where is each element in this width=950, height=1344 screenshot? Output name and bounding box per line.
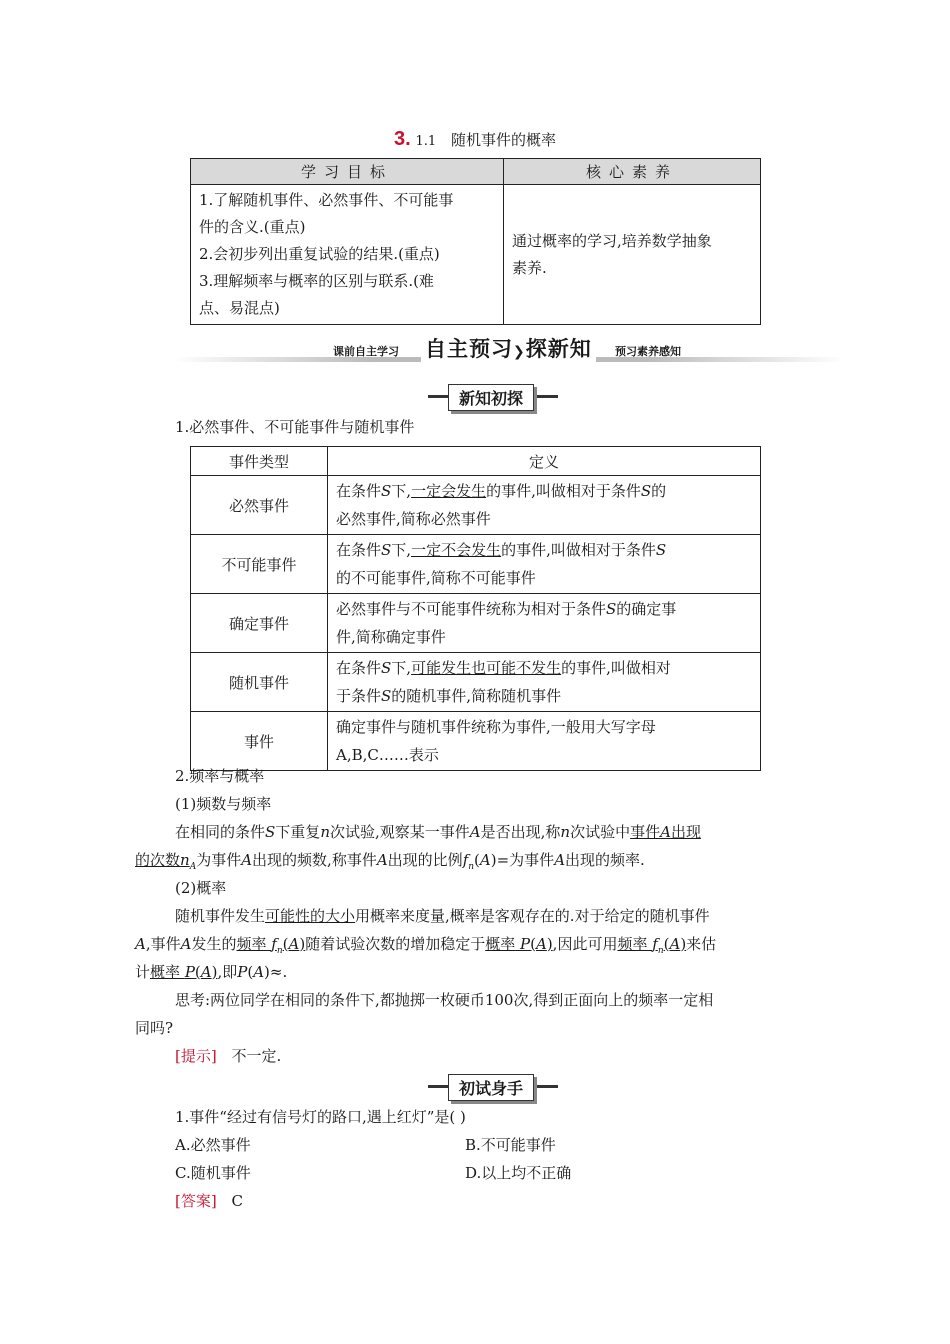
subsection-probability: (2)概率 xyxy=(175,879,227,897)
frequency-paragraph-line1: 在相同的条件S下重复n次试验,观察某一事件A是否出现,称n次试验中事件A出现 xyxy=(175,823,701,841)
goals-right-cell xyxy=(504,185,761,325)
answer-value: C xyxy=(231,1192,243,1210)
option-b: B.不可能事件 xyxy=(465,1136,556,1154)
banner-right-text: 预习素养感知 xyxy=(615,345,681,358)
title-text: 随机事件的概率 xyxy=(450,131,556,149)
probability-paragraph-line3: 计概率 P(A),即P(A)≈. xyxy=(135,963,288,981)
event-name: 不可能事件 xyxy=(191,535,328,594)
badge-label: 初试身手 xyxy=(448,1074,534,1101)
badge-first-try xyxy=(428,1075,558,1097)
events-header-type: 事件类型 xyxy=(191,447,328,476)
think-question-line1: 思考:两位同学在相同的条件下,都抛掷一枚硬币100次,得到正面向上的频率一定相 xyxy=(175,991,714,1009)
goal-line: 3.理解频率与概率的区别与联系.(难 xyxy=(199,272,434,290)
literacy-line: 通过概率的学习,培养数学抽象 xyxy=(512,231,712,250)
option-d: D.以上均不正确 xyxy=(465,1164,572,1182)
chevron-right-icon: ❯ xyxy=(513,344,526,360)
answer-tag: [答案] xyxy=(175,1192,217,1210)
event-def: 确定事件与随机事件统称为事件,一般用大写字母 A,B,C……表示 xyxy=(328,712,761,771)
probability-paragraph-line2: A,事件A发生的频率 $f_n(A)$随着试验次数的增加稳定于概率 P(A),因此可用频率 $f_n(A)$来估 xyxy=(135,935,717,956)
probability-paragraph-line1: 随机事件发生可能性的大小用概率来度量,概率是客观存在的.对于给定的随机事件 xyxy=(175,907,710,925)
banner-left-text: 课前自主学习 xyxy=(333,345,399,358)
events-header-def: 定义 xyxy=(328,447,761,476)
hint-text: 不一定. xyxy=(231,1047,282,1065)
learning-goals-table xyxy=(190,158,761,325)
banner-main-b: 探新知 xyxy=(525,337,592,361)
goals-header-left: 学习目标 xyxy=(191,159,504,185)
badge-label: 新知初探 xyxy=(448,384,534,411)
think-question-line2: 同吗? xyxy=(135,1019,174,1037)
event-def: 在条件S下,一定会发生的事件,叫做相对于条件S的 必然事件,简称必然事件 xyxy=(328,476,761,535)
goal-line: 件的含义.(重点) xyxy=(199,218,306,236)
goal-line: 1.了解随机事件、必然事件、不可能事 xyxy=(199,191,454,209)
goals-left-cell xyxy=(191,185,504,325)
event-name: 随机事件 xyxy=(191,653,328,712)
section1-heading: 1.必然事件、不可能事件与随机事件 xyxy=(175,418,415,436)
frequency-paragraph-line2: 的次数$n_A$为事件A出现的频数,称事件A出现的比例$f_n(A)=$为事件A出现的频率. xyxy=(135,851,645,872)
event-def: 在条件S下,可能发生也可能不发生的事件,叫做相对 于条件S的随机事件,简称随机事件 xyxy=(328,653,761,712)
literacy-line: 素养. xyxy=(512,258,547,277)
hint xyxy=(175,1042,281,1070)
section-number: 3. xyxy=(394,128,411,150)
event-types-table xyxy=(190,446,761,771)
section2-heading: 2.频率与概率 xyxy=(175,767,265,785)
event-def: 在条件S下,一定不会发生的事件,叫做相对于条件S 的不可能事件,简称不可能事件 xyxy=(328,535,761,594)
goals-header-right: 核心素养 xyxy=(504,159,761,185)
option-c: C.随机事件 xyxy=(175,1164,251,1182)
event-name: 事件 xyxy=(191,712,328,771)
event-name: 必然事件 xyxy=(191,476,328,535)
option-a: A.必然事件 xyxy=(175,1136,251,1154)
event-name: 确定事件 xyxy=(191,594,328,653)
subsection-number: 1.1 xyxy=(415,134,437,149)
banner-main-text xyxy=(421,333,596,363)
page-title xyxy=(0,128,950,151)
subsection-frequency: (1)频数与频率 xyxy=(175,795,272,813)
event-def: 必然事件与不可能事件统称为相对于条件S的确定事 件,简称确定事件 xyxy=(328,594,761,653)
section-banner xyxy=(173,333,845,367)
banner-main-a: 自主预习 xyxy=(425,337,513,361)
question-stem: 1.事件“经过有信号灯的路口,遇上红灯”是( ) xyxy=(175,1108,466,1126)
hint-tag: [提示] xyxy=(175,1047,217,1065)
answer xyxy=(175,1187,243,1215)
badge-new-knowledge xyxy=(428,385,558,407)
goal-line: 2.会初步列出重复试验的结果.(重点) xyxy=(199,245,440,263)
goal-line: 点、易混点) xyxy=(199,299,280,317)
